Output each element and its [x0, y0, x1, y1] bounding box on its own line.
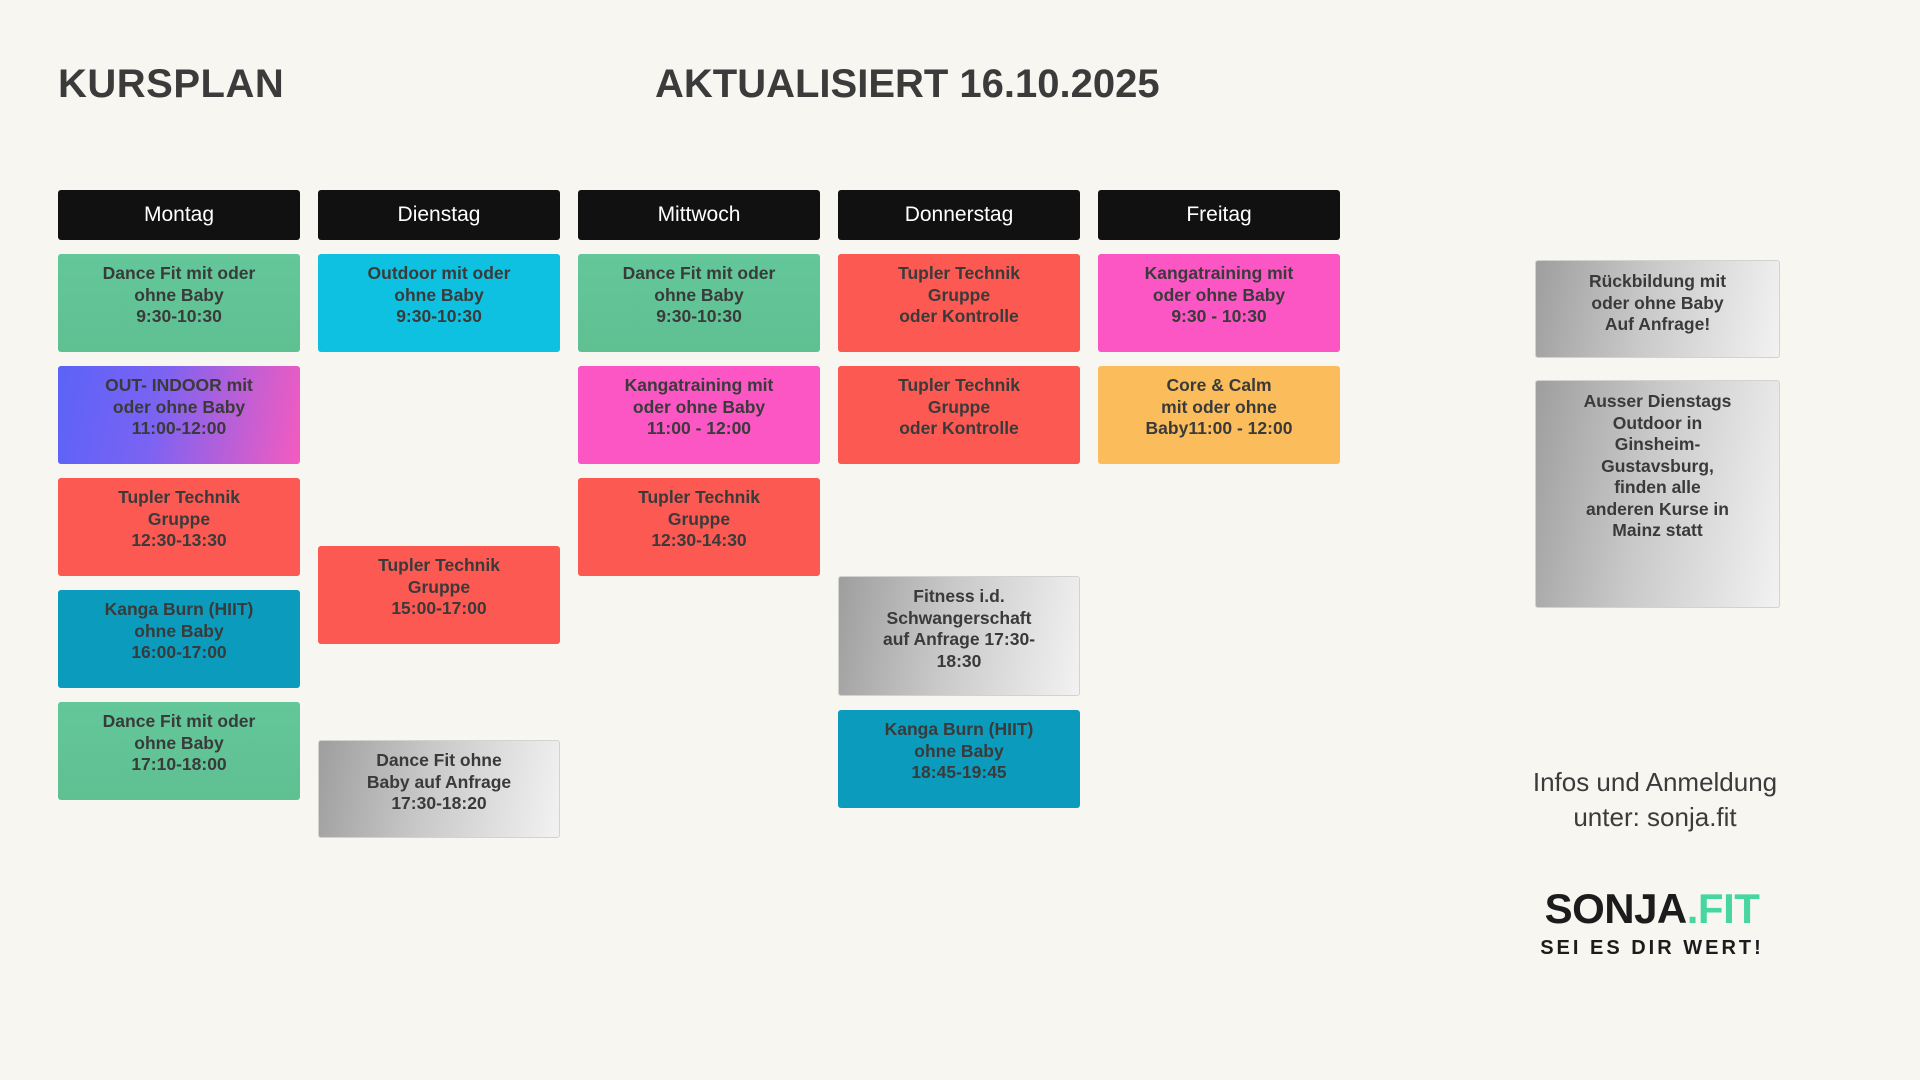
brand-logo	[1487, 885, 1817, 960]
course-card[interactable]	[318, 546, 560, 644]
course-text-line: Dance Fit mit oder	[622, 263, 776, 283]
logo-tagline: SEI ES DIR WERT!	[1540, 937, 1764, 959]
info-note-line: oder ohne Baby	[1591, 292, 1724, 313]
course-card[interactable]	[318, 254, 560, 352]
course-text-line: Tupler Technik	[118, 487, 240, 507]
course-text-line: Kanga Burn (HIIT)	[884, 719, 1034, 739]
course-text-line: oder ohne Baby	[1152, 284, 1286, 305]
course-text-line: Tupler Technik	[898, 375, 1020, 395]
course-text-line: Schwangerschaft	[886, 607, 1032, 628]
logo-wordmark	[1487, 885, 1817, 932]
course-text-line: 12:30-14:30	[651, 530, 747, 551]
course-text-line: 9:30-10:30	[656, 306, 742, 327]
course-card[interactable]	[838, 576, 1080, 696]
course-text-line: Tupler Technik	[898, 263, 1020, 283]
day-header-freitag: Freitag	[1098, 190, 1340, 240]
day-header-mittwoch: Mittwoch	[578, 190, 820, 240]
updated-date: AKTUALISIERT 16.10.2025	[655, 62, 1160, 106]
course-text-line: Gruppe	[667, 508, 731, 529]
day-column	[318, 190, 560, 852]
course-card[interactable]	[578, 254, 820, 352]
course-text-line: Dance Fit ohne	[376, 750, 502, 770]
info-note-line: Auf Anfrage!	[1604, 314, 1711, 335]
course-text-line: Baby11:00 - 12:00	[1145, 418, 1293, 439]
contact-line-2: unter: sonja.fit	[1573, 802, 1737, 833]
contact-line-1: Infos und Anmeldung	[1532, 767, 1778, 797]
course-text-line: 12:30-13:30	[131, 530, 227, 551]
course-card[interactable]	[1098, 254, 1340, 352]
empty-slot	[838, 478, 1080, 576]
course-text-line: oder ohne Baby	[632, 396, 766, 417]
course-text-line: 11:00 - 12:00	[646, 418, 752, 439]
course-text-line: Gruppe	[927, 284, 991, 305]
course-text-line: 11:00-12:00	[131, 418, 227, 439]
course-text-line: Core & Calm	[1166, 375, 1272, 395]
info-note	[1535, 260, 1780, 358]
course-card[interactable]	[838, 254, 1080, 352]
info-note-line: Outdoor in	[1612, 412, 1703, 433]
course-text-line: ohne Baby	[134, 620, 224, 641]
info-note-line: Rückbildung mit	[1588, 271, 1727, 291]
course-text-line: oder ohne Baby	[112, 396, 246, 417]
course-text-line: auf Anfrage 17:30-	[882, 629, 1036, 650]
course-text-line: Outdoor mit oder	[367, 263, 511, 283]
course-text-line: 17:30-18:20	[391, 793, 487, 814]
course-text-line: ohne Baby	[394, 284, 484, 305]
course-card[interactable]	[58, 366, 300, 464]
course-text-line: Kangatraining mit	[624, 375, 774, 395]
course-card[interactable]	[838, 710, 1080, 808]
course-text-line: 9:30-10:30	[396, 306, 482, 327]
course-text-line: Baby auf Anfrage	[366, 771, 512, 792]
empty-slot	[318, 658, 560, 740]
day-header-dienstag: Dienstag	[318, 190, 560, 240]
info-note-line: Ginsheim-	[1614, 434, 1701, 455]
course-text-line: ohne Baby	[914, 740, 1004, 761]
day-column	[838, 190, 1080, 852]
course-text-line: 17:10-18:00	[131, 754, 227, 775]
course-text-line: 15:00-17:00	[391, 598, 487, 619]
course-card[interactable]	[1098, 366, 1340, 464]
course-text-line: Dance Fit mit oder	[102, 263, 256, 283]
logo-suffix: .FIT	[1686, 885, 1760, 932]
course-text-line: Gruppe	[147, 508, 211, 529]
logo-name: SONJA	[1544, 885, 1687, 932]
course-text-line: OUT- INDOOR mit	[105, 375, 253, 395]
course-card[interactable]	[318, 740, 560, 838]
info-note-line: anderen Kurse in	[1586, 498, 1729, 519]
course-card[interactable]	[578, 366, 820, 464]
course-card[interactable]	[578, 478, 820, 576]
day-header-donnerstag: Donnerstag	[838, 190, 1080, 240]
empty-slot	[318, 478, 560, 546]
course-text-line: ohne Baby	[654, 284, 744, 305]
course-text-line: Dance Fit mit oder	[102, 711, 256, 731]
empty-slot	[318, 366, 560, 478]
info-note-line: finden alle	[1614, 477, 1701, 498]
course-text-line: Gruppe	[407, 576, 471, 597]
day-column	[1098, 190, 1340, 852]
course-text-line: oder Kontrolle	[899, 418, 1019, 439]
course-text-line: 18:45-19:45	[911, 762, 1007, 783]
info-note-line: Ausser Dienstags	[1583, 391, 1732, 411]
course-text-line: 18:30	[936, 650, 982, 671]
course-text-line: Tupler Technik	[378, 555, 500, 575]
info-note-line: Mainz statt	[1612, 520, 1703, 541]
course-text-line: Tupler Technik	[638, 487, 760, 507]
course-text-line: mit oder ohne	[1161, 396, 1277, 417]
day-header-montag: Montag	[58, 190, 300, 240]
course-text-line: ohne Baby	[134, 284, 224, 305]
contact-info	[1470, 765, 1840, 835]
info-note-line: Gustavsburg,	[1601, 455, 1714, 476]
course-text-line: ohne Baby	[134, 732, 224, 753]
course-text-line: 16:00-17:00	[131, 642, 227, 663]
day-column	[58, 190, 300, 852]
course-card[interactable]	[838, 366, 1080, 464]
info-note	[1535, 380, 1780, 608]
course-card[interactable]	[58, 254, 300, 352]
course-text-line: Kangatraining mit	[1144, 263, 1294, 283]
course-text-line: Fitness i.d.	[913, 586, 1005, 606]
page-title: KURSPLAN	[58, 62, 285, 106]
day-column	[578, 190, 820, 852]
course-text-line: 9:30-10:30	[136, 306, 222, 327]
course-card[interactable]	[58, 478, 300, 576]
header	[0, 62, 1920, 132]
course-text-line: Kanga Burn (HIIT)	[104, 599, 254, 619]
schedule-grid	[58, 190, 1340, 852]
course-text-line: 9:30 - 10:30	[1171, 306, 1267, 327]
course-text-line: Gruppe	[927, 396, 991, 417]
course-text-line: oder Kontrolle	[899, 306, 1019, 327]
course-card[interactable]	[58, 590, 300, 688]
side-notes	[1535, 260, 1780, 630]
course-card[interactable]	[58, 702, 300, 800]
